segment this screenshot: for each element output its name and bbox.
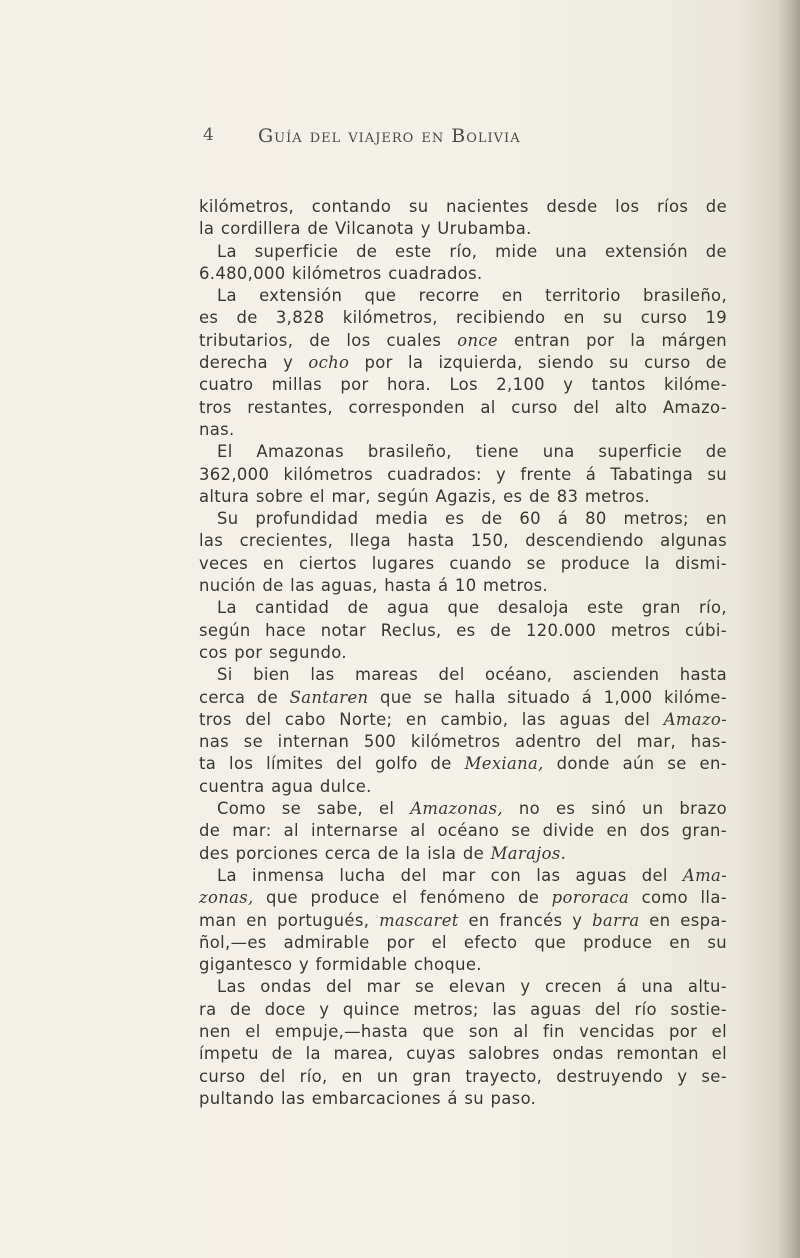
text-line: El Amazonas brasileño, tiene una superficie de [217,442,727,462]
text-segment: man en portugués, [199,910,380,930]
text-segment: La inmensa lucha del mar con las aguas del [217,865,683,885]
italic-text: once [457,330,498,350]
text-segment: como lla- [629,888,727,908]
text-line: pultando las embarcaciones á su paso. [199,1088,537,1108]
text-line: ra de doce y quince metros; las aguas del río sostie- [199,999,727,1019]
italic-text: zonas, [199,888,254,908]
text-line: Su profundidad media es de 60 á 80 metros; en [217,509,727,529]
text-line: Las ondas del mar se elevan y crecen á una altu- [217,977,727,997]
text-segment: en francés y [458,910,593,930]
text-line [199,798,727,820]
text-line [199,330,727,352]
text-line: ímpetu de la marea, cuyas salobres ondas remontan el [199,1044,727,1064]
text-line: 6.480,000 kilómetros cuadrados. [199,263,483,283]
italic-text: Amazo- [663,709,727,729]
page-edge-shadow [778,0,800,1258]
italic-text: pororaca [551,888,630,908]
italic-text: Mexiana, [464,754,544,774]
text-segment: entran por la márgen [497,330,727,350]
text-line [199,687,727,709]
text-line: las crecientes, llega hasta 150, descendiendo algunas [199,531,727,551]
text-line [199,352,727,374]
text-line: cos por segundo. [199,642,347,662]
text-line: tros restantes, corresponden al curso del alto Amazo- [199,397,727,417]
text-line: La superficie de este río, mide una extensión de [217,241,727,261]
text-line: La cantidad de agua que desaloja este gran río, [217,598,727,618]
text-segment: cerca de [199,687,290,707]
text-line: nución de las aguas, hasta á 10 metros. [199,576,549,596]
text-line [199,753,727,775]
text-line: kilómetros, contando su nacientes desde los ríos de [199,197,727,216]
text-segment: derecha y [199,353,309,373]
text-line: es de 3,828 kilómetros, recibiendo en su curso 19 [199,308,727,328]
text-segment: por la izquierda, siendo su curso de [349,353,727,373]
italic-text: Amazonas, [410,799,503,819]
text-line: veces en ciertos lugares cuando se produce la dismi- [199,553,727,573]
text-segment: des porciones cerca de la isla de [199,843,491,863]
text-segment: donde aún se en- [543,754,727,774]
italic-text: ocho [308,353,350,373]
text-line [199,887,727,909]
text-segment: que produce el fenómeno de [253,888,552,908]
text-line: según hace notar Reclus, es de 120.000 metros cúbi- [199,620,727,640]
text-line: altura sobre el mar, según Agazis, es de 83 metros. [199,486,650,506]
body-text [199,196,727,1110]
text-segment: Como se sabe, el [217,799,411,819]
text-line: cuentra agua dulce. [199,776,372,796]
text-line [199,843,727,865]
text-line: ñol,—es admirable por el efecto que produce en su [199,932,727,952]
text-line [199,709,727,731]
italic-text: Marajos. [490,843,567,863]
italic-text: Santaren [289,687,369,707]
text-line: nas se internan 500 kilómetros adentro del mar, has- [199,732,727,752]
text-line: La extensión que recorre en territorio brasileño, [217,286,727,306]
text-line [199,910,727,932]
text-segment: ta los límites del golfo de [199,754,465,774]
text-line: 362,000 kilómetros cuadrados: y frente á Tabatinga su [199,464,727,484]
text-segment: que se halla situado á 1,000 kilóme- [368,687,727,707]
text-line: Si bien las mareas del océano, ascienden hasta [217,665,727,685]
text-segment: no es sinó un brazo [503,799,727,819]
italic-text: mascaret [379,910,459,930]
text-line: nen el empuje,—hasta que son al fin vencidas por el [199,1021,727,1041]
text-line: cuatro millas por hora. Los 2,100 y tantos kilóme- [199,375,727,395]
text-line [199,865,727,887]
text-line: nas. [199,419,235,439]
text-segment: tros del cabo Norte; en cambio, las aguas del [199,709,664,729]
text-segment: en espa- [639,910,727,930]
text-line: de mar: al internarse al océano se divide en dos gran- [199,821,727,841]
text-segment: tributarios, de los cuales [199,330,458,350]
text-line: gigantesco y formidable choque. [199,955,482,975]
page-number: 4 [203,125,214,145]
italic-text: Ama- [682,865,727,885]
text-line: curso del río, en un gran trayecto, destruyendo y se- [199,1066,727,1086]
page-header [0,125,800,155]
running-head: Guía del viajero en Bolivia [258,125,521,147]
text-line: la cordillera de Vilcanota y Urubamba. [199,219,532,239]
italic-text: barra [592,910,640,930]
